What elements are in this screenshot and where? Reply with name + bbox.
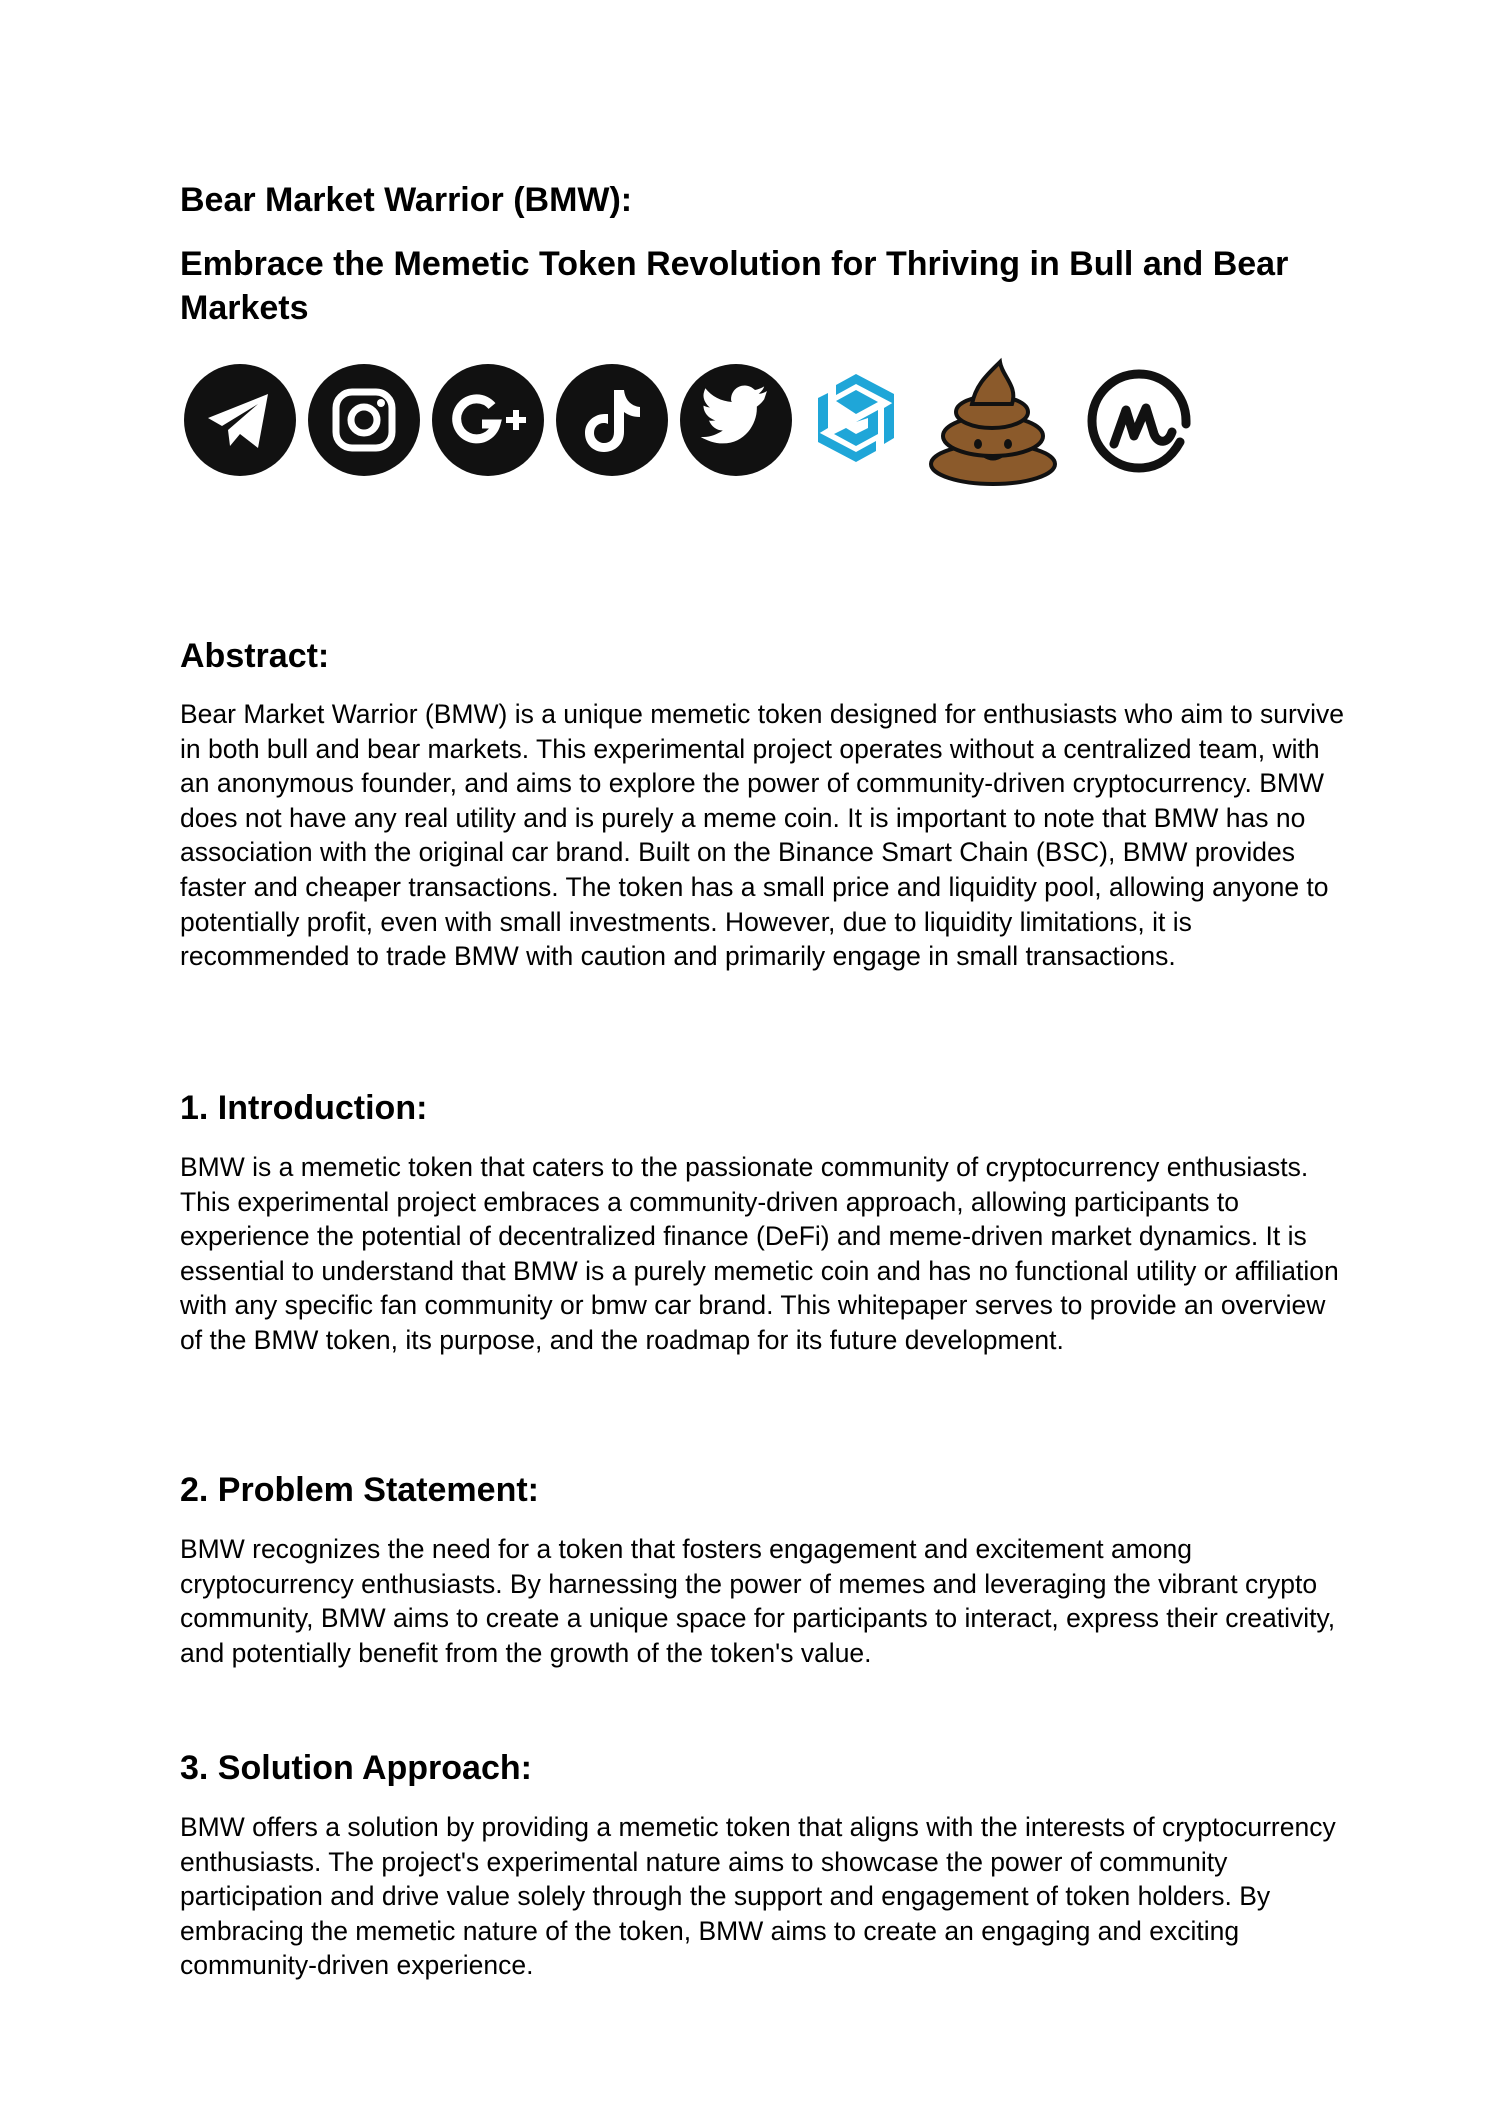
document-title: Bear Market Warrior (BMW): <box>180 181 633 219</box>
twitter-icon[interactable] <box>678 362 794 478</box>
social-icons-row <box>180 356 1240 486</box>
poop-emoji-icon[interactable] <box>926 356 1060 486</box>
introduction-paragraph: BMW is a memetic token that caters to the passionate community of cryptocurrency enthusiasts. This experimental project embraces a community-driven approach, allowing participants to experience the potential of decentralized finance (DeFi) and meme-driven market dynamics. It is essential to understand that BMW is a purely memetic coin and has no functional utility or affiliation with any specific fan community or bmw car brand. This whitepaper serves to provide an overview of the BMW token, its purpose, and the roadmap for its future development. <box>180 1152 1339 1355</box>
problem-statement-heading: 2. Problem Statement: <box>180 1471 539 1509</box>
coinmarketcap-icon[interactable] <box>1078 360 1200 482</box>
dextools-icon[interactable] <box>806 368 906 468</box>
instagram-icon[interactable] <box>306 362 422 478</box>
introduction-heading: 1. Introduction: <box>180 1089 428 1127</box>
tiktok-icon[interactable] <box>554 362 670 478</box>
document-subtitle: Embrace the Memetic Token Revolution for Thriving in Bull and Bear Markets <box>180 245 1289 327</box>
abstract-heading: Abstract: <box>180 637 330 675</box>
problem-statement-paragraph: BMW recognizes the need for a token that fosters engagement and excitement among cryptocurrency enthusiasts. By harnessing the power of memes and leveraging the vibrant crypto community, BMW aims to create a unique space for participants to interact, express their creativity, and potentially benefit from the growth of the token's value. <box>180 1534 1336 1668</box>
google-plus-icon[interactable] <box>430 362 546 478</box>
solution-approach-heading: 3. Solution Approach: <box>180 1749 532 1787</box>
telegram-icon[interactable] <box>182 362 298 478</box>
solution-approach-paragraph: BMW offers a solution by providing a memetic token that aligns with the interests of cryptocurrency enthusiasts. The project's experimental nature aims to showcase the power of community participation and drive value solely through the support and engagement of token holders. By embracing the memetic nature of the token, BMW aims to create an engaging and exciting community-driven experience. <box>180 1812 1336 1981</box>
abstract-paragraph: Bear Market Warrior (BMW) is a unique memetic token designed for enthusiasts who aim to survive in both bull and bear markets. This experimental project operates without a centralized team, with an anonymous founder, and aims to explore the power of community-driven cryptocurrency. BMW does not have any real utility and is purely a meme coin. It is important to note that BMW has no association with the original car brand. Built on the Binance Smart Chain (BSC), BMW provides faster and cheaper transactions. The token has a small price and liquidity pool, allowing anyone to potentially profit, even with small investments. However, due to liquidity limitations, it is recommended to trade BMW with caution and primarily engage in small transactions. <box>180 699 1344 972</box>
